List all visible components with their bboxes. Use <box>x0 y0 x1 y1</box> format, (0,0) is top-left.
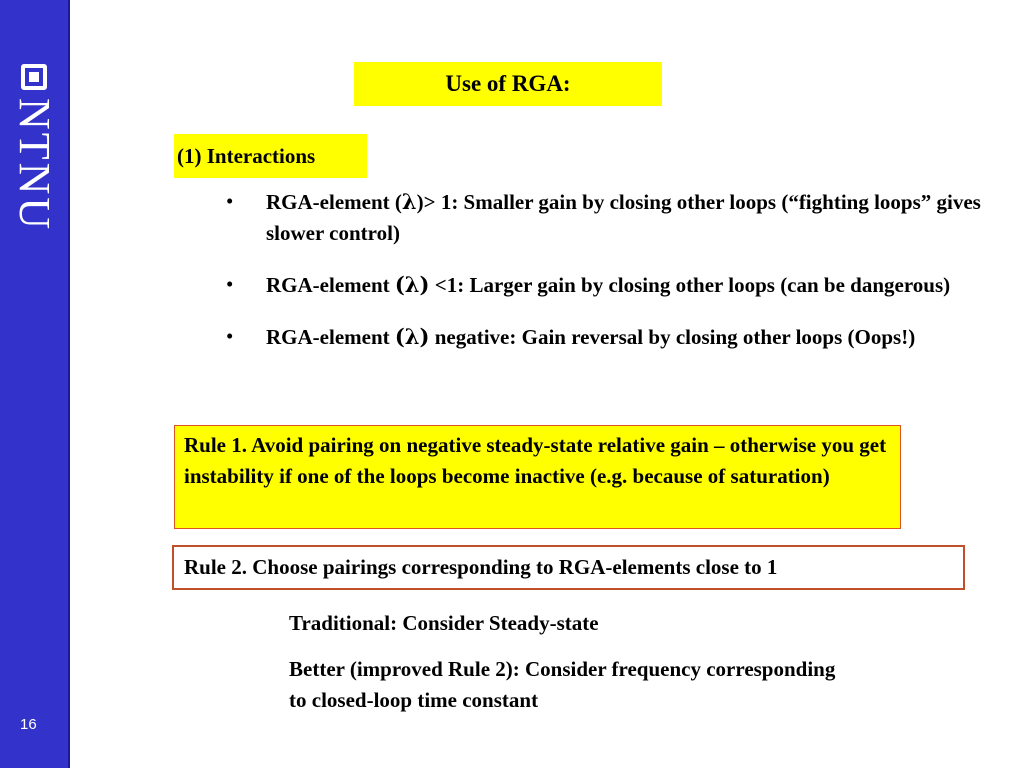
bullet-item <box>226 186 1006 249</box>
bullet-text: <1: Larger gain by closing other loops (can be dangerous) <box>429 273 951 297</box>
lambda-symbol: (λ) <box>394 272 430 297</box>
bullet-marker: • <box>226 189 234 213</box>
bullet-marker: • <box>226 272 234 296</box>
slide-number: 16 <box>20 716 37 733</box>
bullet-prefix: RGA-element ( <box>266 190 402 214</box>
bullet-marker: • <box>226 324 234 348</box>
slide-title: Use of RGA: <box>354 62 662 106</box>
logo-square <box>29 72 39 82</box>
bullet-list <box>226 186 1006 373</box>
bullet-text: negative: Gain reversal by closing other loops (Oops!) <box>429 325 916 349</box>
bullet-prefix: RGA-element <box>266 273 395 297</box>
bullet-prefix: RGA-element <box>266 325 395 349</box>
ntnu-logo-icon <box>21 64 47 90</box>
rule-2-box: Rule 2. Choose pairings corresponding to RGA-elements close to 1 <box>172 545 965 590</box>
sidebar-divider <box>68 0 70 768</box>
rule-1-box: Rule 1. Avoid pairing on negative steady-state relative gain – otherwise you get instability if one of the loops become inactive (e.g. because of saturation) <box>174 425 901 529</box>
lambda-symbol: (λ) <box>394 324 430 349</box>
ntnu-sidebar <box>0 0 68 768</box>
bullet-text: )> 1: Smaller gain by closing other loops (“fighting loops” gives slower control) <box>266 190 981 245</box>
bullet-item <box>226 269 1006 301</box>
section-heading: (1) Interactions <box>174 134 367 178</box>
ntnu-logo-text: NTNU <box>10 98 59 233</box>
bullet-item <box>226 321 1006 353</box>
note-traditional: Traditional: Consider Steady-state <box>289 611 599 635</box>
note-better: Better (improved Rule 2): Consider frequency corresponding to closed-loop time constant <box>289 657 836 712</box>
lambda-symbol: λ <box>401 189 417 214</box>
